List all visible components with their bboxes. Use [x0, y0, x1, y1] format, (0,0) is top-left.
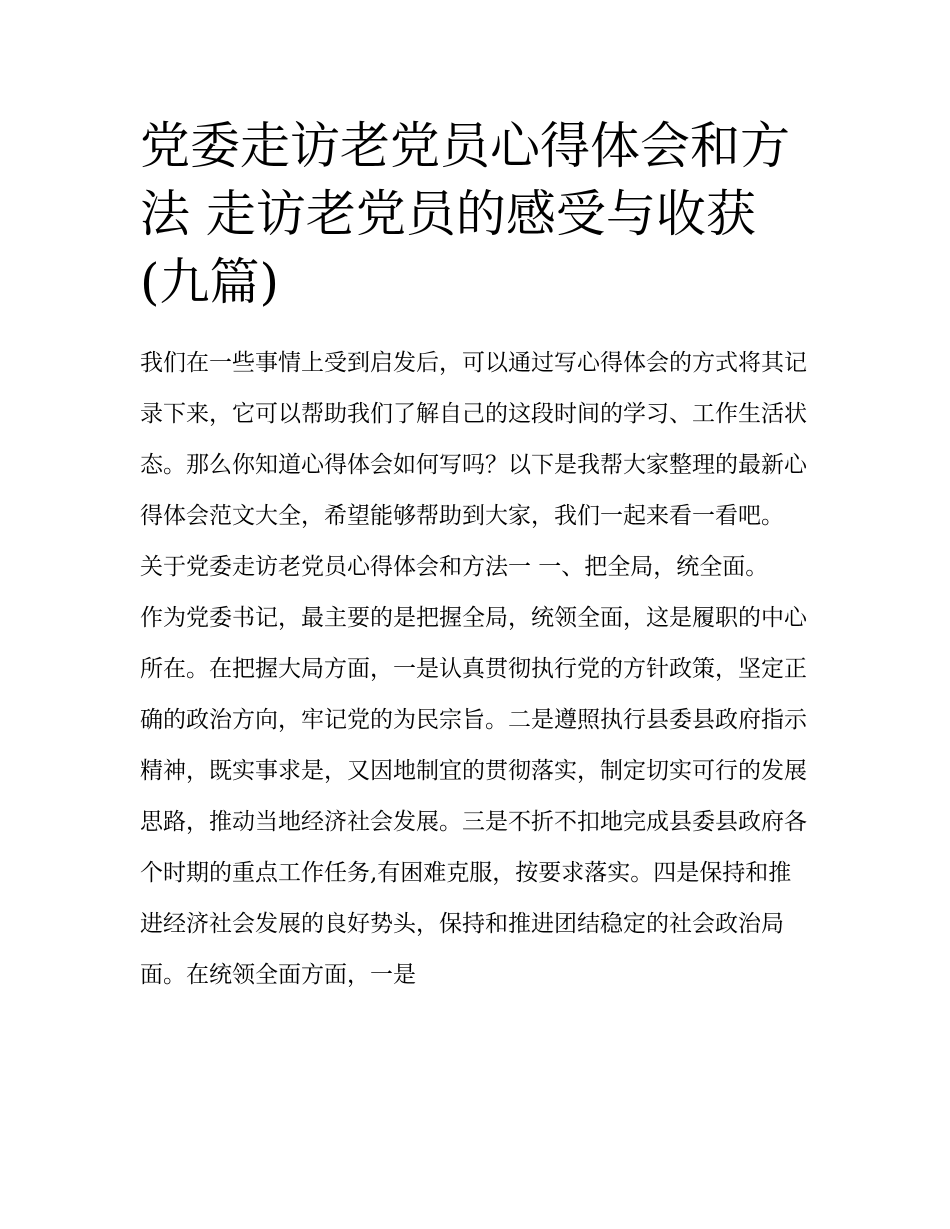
document-title: 党委走访老党员心得体会和方法 走访老党员的感受与收获(九篇) [140, 117, 790, 311]
document-body [140, 338, 812, 1001]
document-page [140, 112, 812, 1001]
body-paragraph: 作为党委书记，最主要的是把握全局，统领全面，这是履职的中心所在。在把握大局方面，一是认真贯彻执行党的方针政策，坚定正确的政治方向，牢记党的为民宗旨。二是遵照执行县委县政府指示精神，既实事求是，又因地制宜的贯彻落实，制定切实可行的发展思路，推动当地经济社会发展。三是不折不扣地完成县委县政府各个时期的重点工作任务,有困难克服，按要求落实。四是保持和推进经济社会发展的良好势头，保持和推进团结稳定的社会政治局面。在统领全面方面，一是 [140, 605, 807, 988]
intro-paragraph: 我们在一些事情上受到启发后，可以通过写心得体会的方式将其记录下来，它可以帮助我们了解自己的这段时间的学习、工作生活状态。那么你知道心得体会如何写吗？以下是我帮大家整理的最新心得体会范文大全，希望能够帮助到大家，我们一起来看一看吧。 [140, 350, 807, 529]
section-heading-paragraph: 关于党委走访老党员心得体会和方法一 一、把全局，统全面。 [140, 554, 769, 580]
